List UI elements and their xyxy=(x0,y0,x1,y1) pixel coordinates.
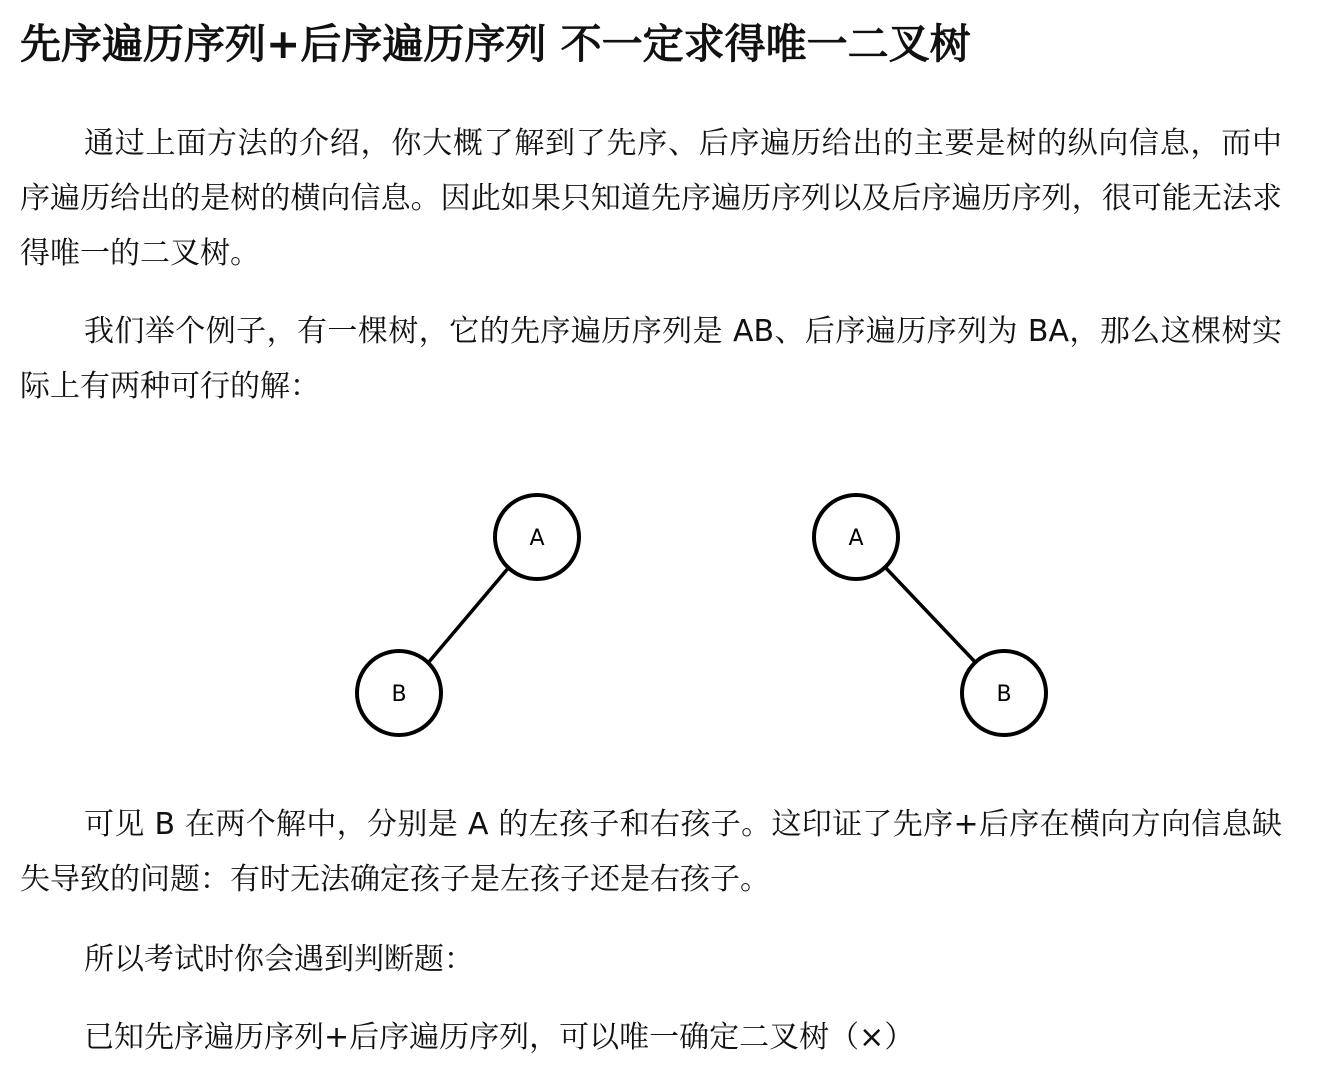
tree-right-edge xyxy=(884,566,976,663)
tree-left-edge xyxy=(428,566,510,663)
page-title: 先序遍历序列+后序遍历序列 不一定求得唯一二叉树 xyxy=(20,20,971,68)
tree-left-child-label: B xyxy=(391,682,407,707)
paragraph-explanation: 可见 B 在两个解中，分别是 A 的左孩子和右孩子。这印证了先序+后序在横向方向信息缺失导致的问题：有时无法确定孩子是左孩子还是右孩子。 xyxy=(20,807,1282,897)
tree-right-child xyxy=(814,495,1046,735)
paragraph-exam-statement: 已知先序遍历序列+后序遍历序列，可以唯一确定二叉树（×） xyxy=(84,1020,915,1055)
tree-left-root-label: A xyxy=(529,526,545,551)
paragraph-example: 我们举个例子，有一棵树，它的先序遍历序列是 AB、后序遍历序列为 BA，那么这棵树实际上有两种可行的解： xyxy=(20,314,1282,404)
paragraph-exam-note: 所以考试时你会遇到判断题： xyxy=(84,942,474,977)
tree-right-child-label: B xyxy=(996,682,1012,707)
binary-tree-diagram xyxy=(0,480,1319,750)
tree-right-root-label: A xyxy=(848,526,864,551)
paragraph-intro: 通过上面方法的介绍，你大概了解到了先序、后序遍历给出的主要是树的纵向信息，而中序遍历给出的是树的横向信息。因此如果只知道先序遍历序列以及后序遍历序列，很可能无法求得唯一的二叉树。 xyxy=(20,126,1282,271)
tree-left-child xyxy=(357,495,579,735)
